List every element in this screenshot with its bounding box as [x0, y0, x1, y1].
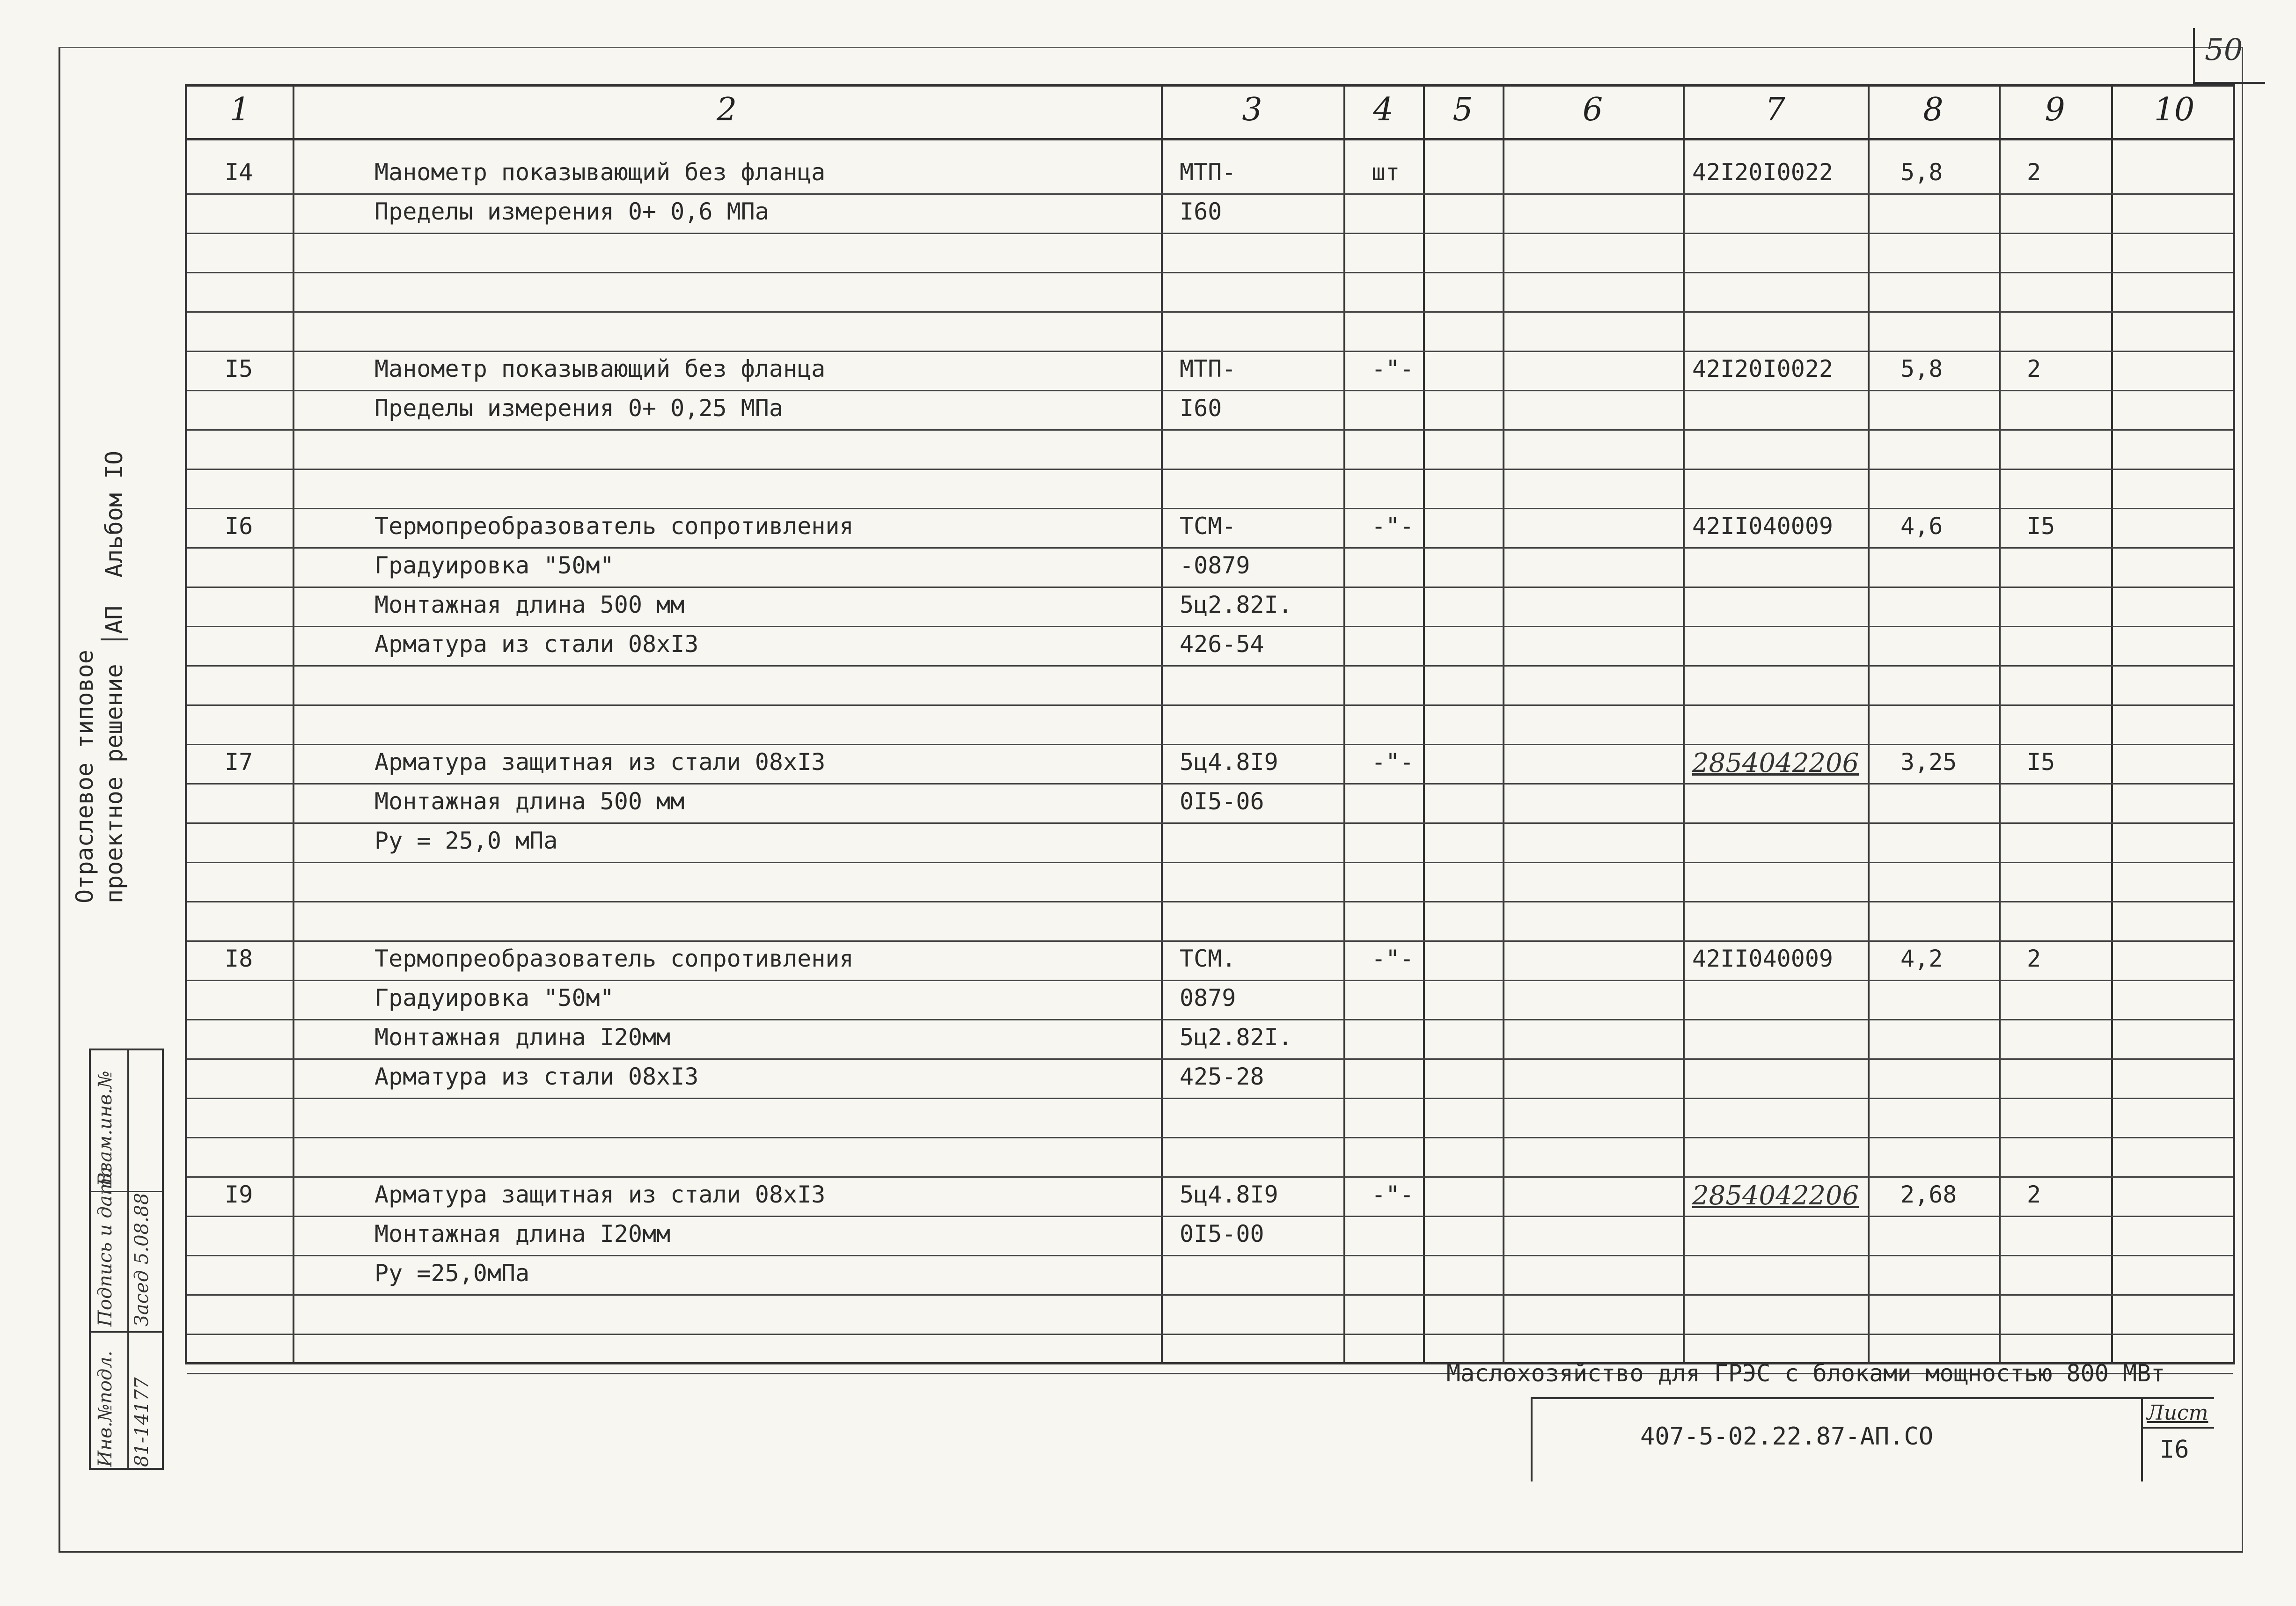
cell-col-2: Ру = 25,0 мПа	[374, 827, 558, 854]
sheet-label: Лист	[2147, 1401, 2208, 1425]
cell-col-7: 2854042206	[1692, 1181, 1859, 1211]
row-divider	[187, 469, 2233, 470]
cell-col-3: 5ц2.82I.	[1180, 591, 1292, 618]
column-header-4: 4	[1373, 91, 1394, 128]
row-divider	[187, 1098, 2233, 1099]
cell-col-2: Монтажная длина 500 мм	[374, 788, 685, 815]
row-divider	[187, 508, 2233, 509]
row-divider	[187, 311, 2233, 313]
cell-col-2: Пределы измерения 0+ 0,6 МПа	[374, 198, 769, 225]
page-number: 50	[2205, 33, 2243, 67]
row-divider	[187, 665, 2233, 667]
cell-col-1: I9	[225, 1181, 253, 1208]
column-divider	[1683, 87, 1685, 1362]
stamp-divider	[91, 1331, 162, 1333]
cell-col-2: Градуировка "50м"	[374, 552, 614, 579]
cell-col-8: 5,8	[1900, 355, 1943, 382]
column-header-6: 6	[1582, 91, 1603, 128]
row-divider	[187, 744, 2233, 745]
cell-col-9: 2	[2027, 1181, 2041, 1208]
column-header-2: 2	[716, 91, 737, 128]
cell-col-4: -"-	[1372, 945, 1414, 972]
document-code: 407-5-02.22.87-АП.СО	[1640, 1423, 1934, 1451]
cell-col-3: 5ц4.8I9	[1180, 748, 1278, 776]
row-divider	[187, 193, 2233, 195]
side-title-album: Альбом IO	[100, 450, 128, 578]
column-header-9: 9	[2045, 91, 2065, 128]
cell-col-7: 42II040009	[1692, 513, 1834, 540]
cell-col-4: -"-	[1372, 748, 1414, 776]
cell-col-4: -"-	[1372, 355, 1414, 382]
cell-col-8: 5,8	[1900, 159, 1943, 186]
cell-col-7: 42II040009	[1692, 945, 1834, 972]
cell-col-3: МТП-	[1180, 159, 1236, 186]
side-title-line1: Отраслевое типовое	[71, 650, 98, 903]
column-divider	[1161, 87, 1163, 1362]
cell-col-2: Монтажная длина I20мм	[374, 1220, 671, 1247]
column-header-10: 10	[2154, 91, 2195, 128]
cell-col-2: Арматура защитная из стали 08хI3	[374, 1181, 826, 1208]
column-divider	[1343, 87, 1345, 1362]
approval-stamp	[89, 1049, 164, 1470]
row-divider	[187, 940, 2233, 942]
row-divider	[187, 587, 2233, 588]
column-divider	[1868, 87, 1870, 1362]
cell-col-3: 5ц4.8I9	[1180, 1181, 1278, 1208]
row-divider	[187, 901, 2233, 902]
cell-col-2: Арматура из стали 08хI3	[374, 1063, 699, 1090]
stamp-divider	[127, 1050, 129, 1468]
row-divider	[187, 1294, 2233, 1296]
cell-col-2: Манометр показывающий без фланца	[374, 355, 826, 382]
footer-caption: Маслохозяйство для ГРЭС с блоками мощностью 800 МВт	[1446, 1360, 2165, 1387]
stamp-value-signature: Засед 5.08.88	[131, 1193, 153, 1327]
cell-col-2: Термопреобразователь сопротивления	[374, 945, 854, 972]
row-divider	[187, 783, 2233, 785]
cell-col-9: I5	[2027, 513, 2055, 540]
cell-col-2: Монтажная длина 500 мм	[374, 591, 685, 618]
cell-col-9: 2	[2027, 355, 2041, 382]
header-divider	[187, 138, 2233, 140]
specification-table	[185, 84, 2235, 1364]
stamp-field-signature: Подпись и дата	[95, 1166, 116, 1327]
column-header-7: 7	[1765, 91, 1786, 128]
cell-col-4: шт	[1372, 159, 1400, 186]
stamp-field-inv: Инв.№подл.	[95, 1350, 116, 1467]
cell-col-3: I60	[1180, 395, 1222, 422]
row-divider	[187, 1137, 2233, 1138]
cell-col-2: Ру =25,0мПа	[374, 1260, 530, 1287]
cell-col-3: 0I5-00	[1180, 1220, 1264, 1247]
side-title	[70, 451, 129, 903]
cell-col-3: 5ц2.82I.	[1180, 1024, 1292, 1051]
cell-col-3: I60	[1180, 198, 1222, 225]
stamp-field-replacement: Взам.инв.№	[95, 1071, 116, 1186]
column-divider	[1423, 87, 1425, 1362]
cell-col-3: 0I5-06	[1180, 788, 1264, 815]
cell-col-1: I6	[225, 513, 253, 540]
cell-col-2: Арматура защитная из стали 08хI3	[374, 748, 826, 776]
column-header-5: 5	[1452, 91, 1473, 128]
cell-col-8: 3,25	[1900, 748, 1957, 776]
cell-col-3: 426-54	[1180, 631, 1264, 658]
row-divider	[187, 1334, 2233, 1335]
cell-col-2: Градуировка "50м"	[374, 984, 614, 1012]
cell-col-2: Пределы измерения 0+ 0,25 МПа	[374, 395, 783, 422]
cell-col-9: 2	[2027, 159, 2041, 186]
cell-col-1: I7	[225, 748, 253, 776]
cell-col-1: I8	[225, 945, 253, 972]
cell-col-8: 4,6	[1900, 513, 1943, 540]
side-title-line2: проектное решение АП Альбом IO	[100, 450, 128, 903]
title-block	[1531, 1397, 2214, 1481]
column-header-8: 8	[1923, 91, 1944, 128]
row-divider	[187, 822, 2233, 824]
row-divider	[187, 1058, 2233, 1060]
title-block-divider	[2141, 1399, 2143, 1481]
column-divider	[293, 87, 294, 1362]
cell-col-7: 2854042206	[1692, 748, 1859, 778]
column-divider	[2111, 87, 2113, 1362]
cell-col-1: I4	[225, 159, 253, 186]
row-divider	[187, 351, 2233, 352]
row-divider	[187, 1176, 2233, 1178]
cell-col-9: 2	[2027, 945, 2041, 972]
cell-col-8: 4,2	[1900, 945, 1943, 972]
cell-col-3: 0879	[1180, 984, 1236, 1012]
cell-col-3: -0879	[1180, 552, 1250, 579]
row-divider	[187, 980, 2233, 981]
sheet-number: I6	[2160, 1436, 2189, 1464]
cell-col-3: МТП-	[1180, 355, 1236, 382]
row-divider	[187, 1019, 2233, 1020]
row-divider	[187, 390, 2233, 391]
cell-col-2: Термопреобразователь сопротивления	[374, 513, 854, 540]
cell-col-8: 2,68	[1900, 1181, 1957, 1208]
row-divider	[187, 272, 2233, 273]
cell-col-3: ТСМ.	[1180, 945, 1236, 972]
cell-col-2: Арматура из стали 08хI3	[374, 631, 699, 658]
cell-col-9: I5	[2027, 748, 2055, 776]
row-divider	[187, 704, 2233, 706]
cell-col-4: -"-	[1372, 1181, 1414, 1208]
cell-col-7: 42I20I0022	[1692, 159, 1834, 186]
row-divider	[187, 233, 2233, 234]
cell-col-1: I5	[225, 355, 253, 382]
row-divider	[187, 429, 2233, 431]
row-divider	[187, 862, 2233, 863]
row-divider	[187, 626, 2233, 627]
column-divider	[1999, 87, 2001, 1362]
cell-col-7: 42I20I0022	[1692, 355, 1834, 382]
cell-col-2: Монтажная длина I20мм	[374, 1024, 671, 1051]
stamp-value-inv: 81-14177	[131, 1377, 153, 1467]
cell-col-3: 425-28	[1180, 1063, 1264, 1090]
row-divider	[187, 547, 2233, 549]
side-title-part: АП	[101, 606, 128, 640]
row-divider	[187, 1255, 2233, 1256]
column-divider	[1503, 87, 1504, 1362]
title-block-divider	[2141, 1427, 2214, 1429]
cell-col-3: ТСМ-	[1180, 513, 1236, 540]
cell-col-2: Манометр показывающий без фланца	[374, 159, 826, 186]
cell-col-4: -"-	[1372, 513, 1414, 540]
column-header-1: 1	[229, 91, 250, 128]
row-divider	[187, 1216, 2233, 1217]
column-header-3: 3	[1242, 91, 1262, 128]
